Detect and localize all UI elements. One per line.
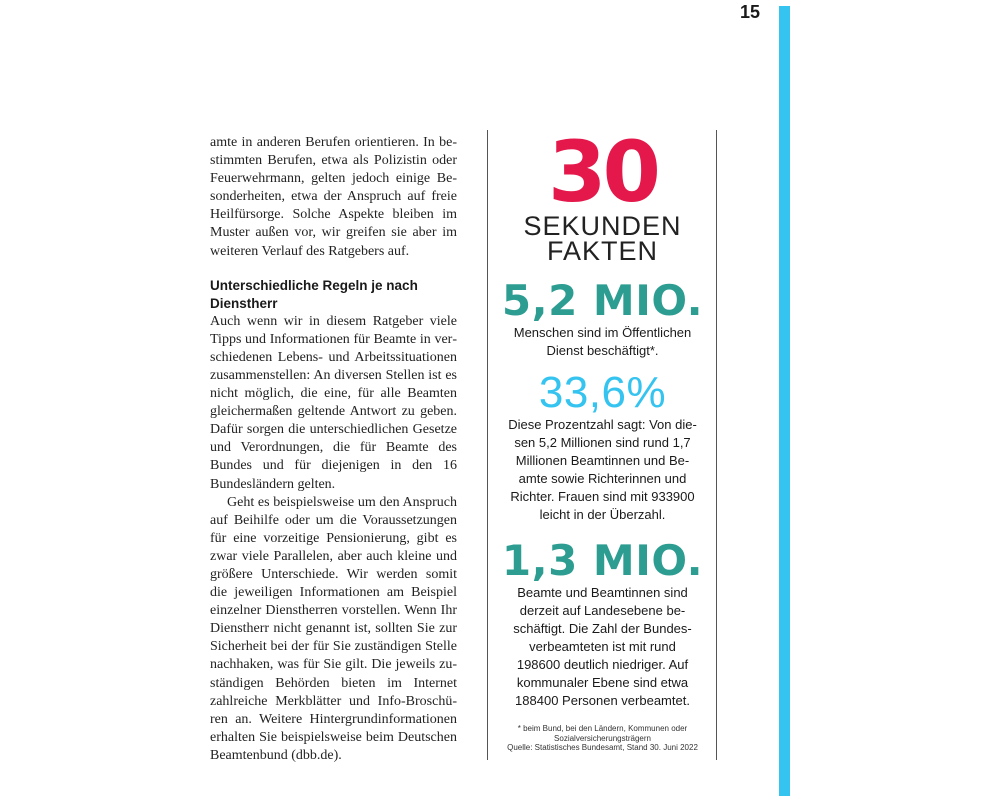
paragraph: amte in anderen Berufen orientieren. In bestimmten Berufen, etwa als Polizistin oder Feuerwehrmann, gelten jedoch einige Besonderheiten, etwa der Anspruch auf freie Heilfürsorge. Solche Aspekte bleiben im Muster außen vor, wir greifen sie aber im weiteren Verlauf des Ratgebers auf. <box>210 135 457 259</box>
page-number: 15 <box>740 2 761 22</box>
footnote-source: Quelle: Statistisches Bundesamt, Stand 30. Juni 2022 <box>507 743 698 752</box>
text-line: 188400 Personen verbeamtet. <box>515 693 690 708</box>
text-line: leicht in der Überzahl. <box>539 507 666 522</box>
text-line: kommunaler Ebene sind etwa <box>516 675 689 690</box>
footnote-line: Sozialversicherungsträgern <box>554 733 651 743</box>
fact2-text <box>489 416 716 524</box>
text-line: schäftigt. Die Zahl der Bundes- <box>513 621 692 636</box>
text-line: verbeamteten ist mit rund <box>529 639 676 654</box>
text-line: Millionen Beamtinnen und Be- <box>515 453 690 468</box>
facts-big-number: 30 <box>548 123 657 221</box>
text-line: derzeit auf Landesebene be- <box>519 603 686 618</box>
fact3-text <box>489 584 716 710</box>
side-color-bar <box>779 6 790 796</box>
facts-box <box>489 123 716 753</box>
text-line: Menschen sind im Öffentlichen <box>513 325 692 340</box>
section-subheading: Unterschiedliche Regeln je nach Dienstherr <box>210 277 418 311</box>
footnote-line: * beim Bund, bei den Ländern, Kommunen oder <box>517 724 688 733</box>
fact2-value: 33,6% <box>538 368 667 417</box>
footnote <box>489 724 716 753</box>
text-line: Dienst beschäftigt*. <box>546 343 659 358</box>
text-line: sen 5,2 Millionen sind rund 1,7 <box>514 435 691 450</box>
fact1-value: 5,2 MIO. <box>501 276 704 325</box>
facts-title-line1: SEKUNDEN <box>523 211 682 241</box>
paragraph: Geht es beispielsweise um den Anspruch auf Beihilfe oder um die Voraussetzungen für eine vorzeitige Pensionierung, gibt es zwar viele Parallelen, aber auch kleine und größere Unterschiede. Wir werden somit die jeweiligen Informationen am Beispiel einzelner Dienstherren vorstellen. Wenn Ihr Dienstherr nicht genannt ist, sollten Sie zur Sicherheit bei der für Sie zuständigen Stelle nachhaken, was für Sie gilt. Die jeweils zuständigen Behörden bieten im Internet zahlreiche Merkblätter und Info-Broschüren an. Weitere Hintergrundinformationen erhalten Sie beispielsweise beim Deutschen Beamtenbund (dbb.de). <box>210 494 457 763</box>
text-line: amte sowie Richterinnen und <box>518 471 687 486</box>
column-divider-left <box>487 130 488 760</box>
fact1-text <box>489 324 716 360</box>
paragraph: Auch wenn wir in diesem Ratgeber viele Tipps und Informationen für Beamte in verschiedenen Lebens- und Arbeitssituationen zusammenstellen: An diversen Stellen ist es nicht möglich, die eine, für alle Beamten gleichermaßen geltende Antwort zu geben. Dafür sorgen die unterschiedlichen Gesetze und Verordnungen, die für Beamte des Bundes und für diejenigen in den 16 Bundesländern gelten. <box>210 313 457 492</box>
text-line: Richter. Frauen sind mit 933900 <box>510 489 695 504</box>
text-line: 198600 deutlich niedriger. Auf <box>516 657 689 672</box>
text-line: Diese Prozentzahl sagt: Von die- <box>508 417 697 432</box>
column-divider-right <box>716 130 717 760</box>
fact3-value: 1,3 MIO. <box>501 536 704 585</box>
text-line: Beamte und Beamtinnen sind <box>517 585 688 600</box>
facts-title-line2: FAKTEN <box>546 236 659 266</box>
body-text-column <box>210 134 457 765</box>
